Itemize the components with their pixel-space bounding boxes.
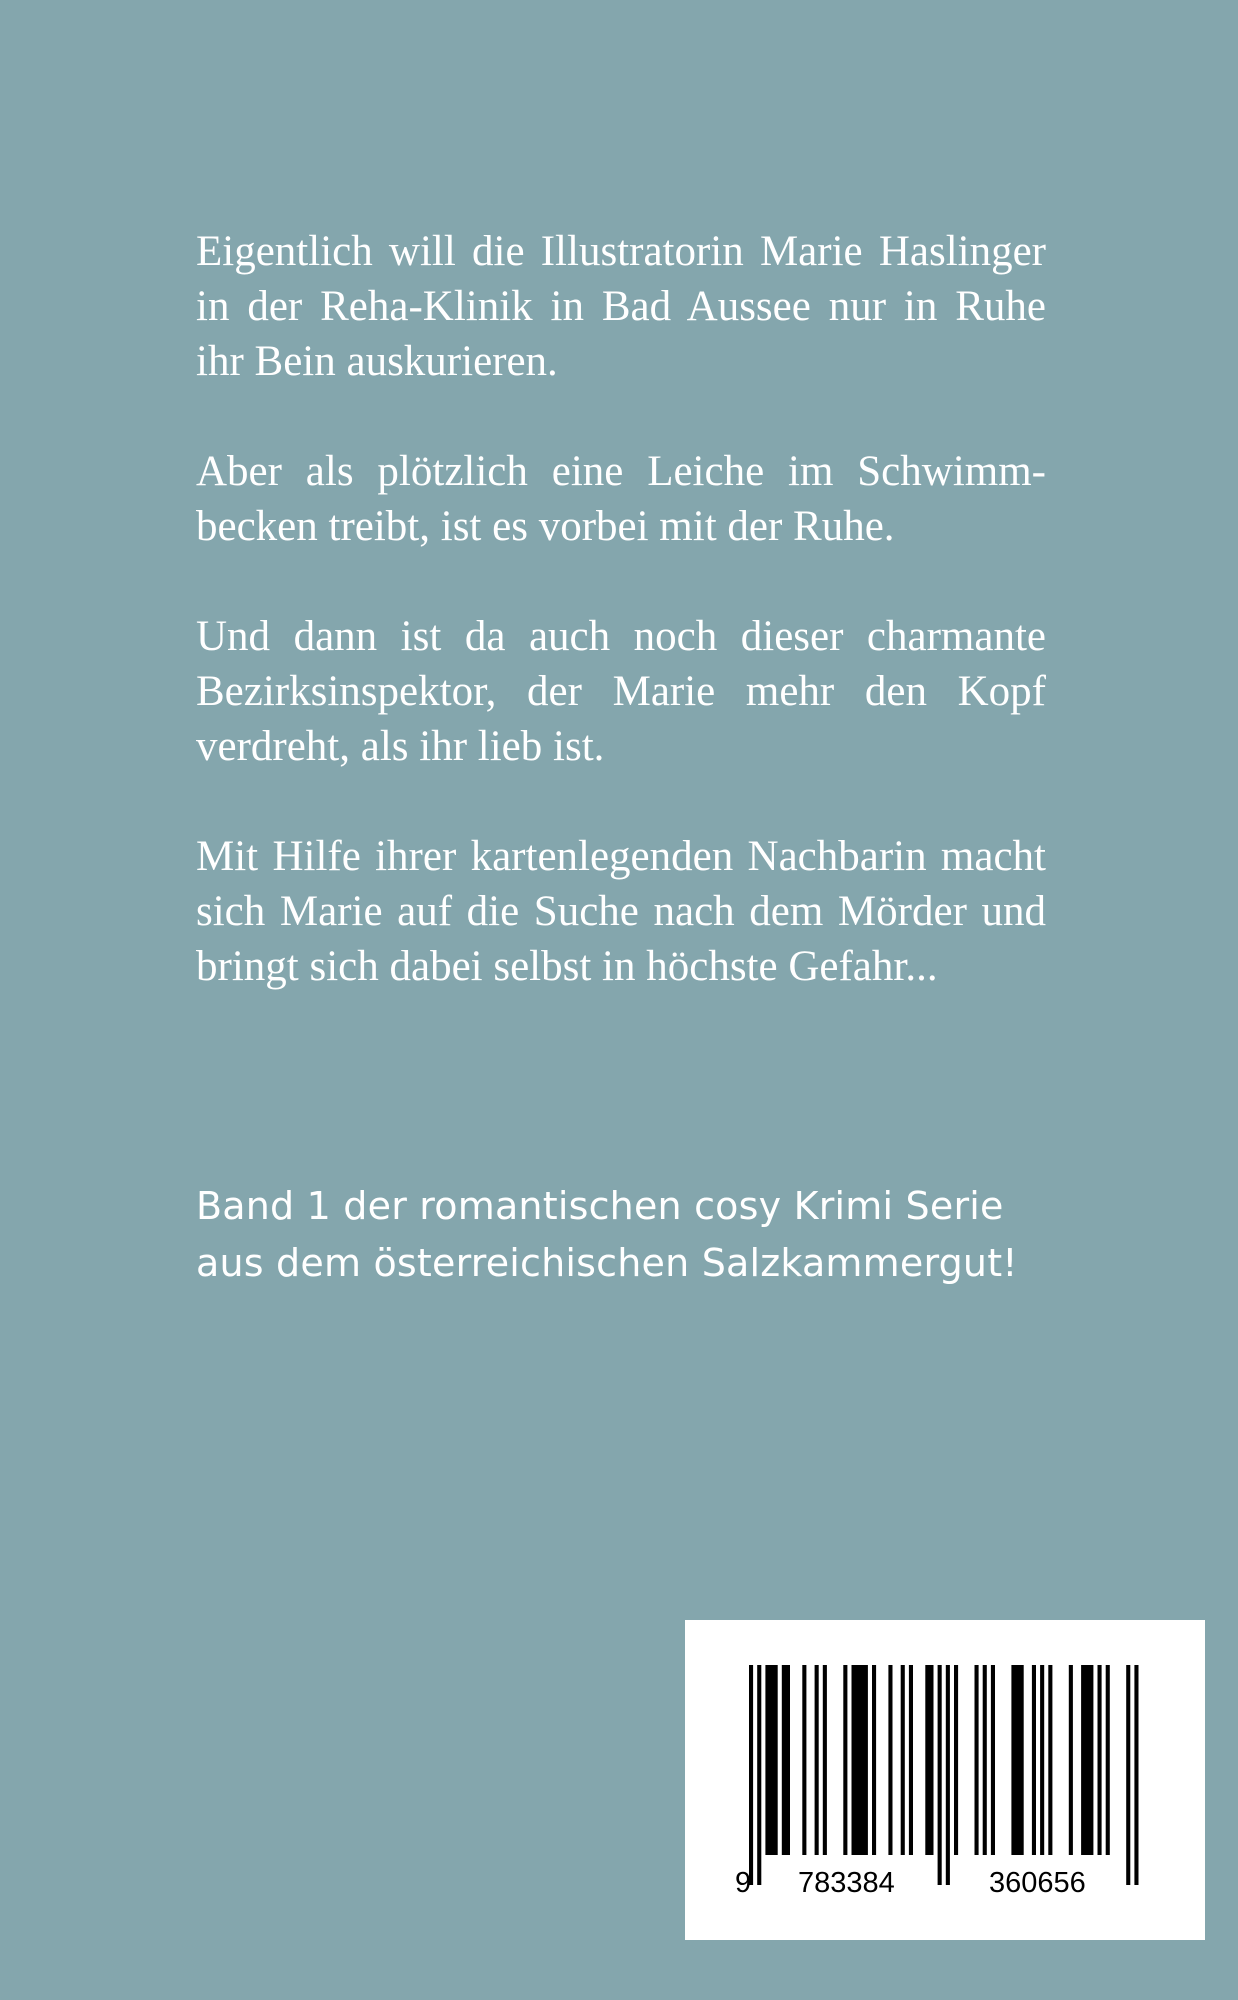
barcode-digits-right: 360656: [989, 1867, 1086, 1899]
blurb-paragraph-3: Und dann ist da auch noch dieser charmante Bezirksinspektor, der Marie mehr den Kopf verdreht, als ihr lieb ist.: [196, 613, 1046, 770]
barcode-bar: [1106, 1665, 1110, 1855]
barcode-bar: [843, 1665, 847, 1855]
barcode-bar: [975, 1665, 979, 1855]
barcode-guard-bar: [757, 1665, 761, 1885]
blurb-paragraph-2: Aber als plötzlich eine Leiche im Schwimmbecken treibt, ist es vorbei mit der Ruhe.: [196, 448, 1046, 550]
barcode-guard-bar: [1126, 1665, 1130, 1885]
barcode-bar: [1011, 1665, 1023, 1855]
barcode-bar: [1081, 1665, 1093, 1855]
barcode-digits-left: 783384: [798, 1867, 895, 1899]
barcode-guard-bar: [749, 1665, 753, 1885]
barcode-bar: [1098, 1665, 1102, 1855]
tagline-line-1: Band 1 der romantischen cosy Krimi Serie: [196, 1184, 1004, 1228]
barcode-bar: [823, 1665, 827, 1855]
barcode-bar: [852, 1665, 868, 1855]
barcode-bar: [1032, 1665, 1036, 1855]
barcode-graphic: [685, 1620, 1205, 1940]
barcode-bar: [815, 1665, 819, 1855]
barcode-guard-bar: [938, 1665, 942, 1885]
series-tagline: [196, 1178, 1096, 1292]
blurb-paragraph-4: Mit Hilfe ihrer kartenlegenden Nachbarin macht sich Marie auf die Suche nach dem Mörder und bringt sich dabei selbst in höchste Gefahr...: [196, 833, 1046, 990]
barcode-bar: [888, 1665, 892, 1855]
tagline-line-2: aus dem österreichischen Salzkammergut!: [196, 1241, 1018, 1285]
isbn-barcode: [685, 1620, 1205, 1940]
back-cover-blurb: [196, 224, 1046, 1049]
barcode-bar: [782, 1665, 790, 1855]
barcode-bar: [1069, 1665, 1073, 1855]
barcode-guard-bar: [946, 1665, 950, 1885]
barcode-bar: [901, 1665, 905, 1855]
barcode-bar: [802, 1665, 806, 1855]
barcode-bar: [765, 1665, 777, 1855]
barcode-bar: [872, 1665, 876, 1855]
blurb-paragraph-1: Eigentlich will die Illustratorin Marie Haslinger in der Reha-Klinik in Bad Aussee nur in Ruhe ihr Bein auskurieren.: [196, 228, 1046, 385]
barcode-bar: [925, 1665, 933, 1855]
barcode-bar: [1040, 1665, 1044, 1855]
barcode-bar: [954, 1665, 958, 1855]
barcode-digit-first: 9: [735, 1867, 752, 1899]
barcode-bar: [1048, 1665, 1052, 1855]
barcode-guard-bar: [1134, 1665, 1138, 1885]
barcode-bar: [991, 1665, 995, 1855]
barcode-bar: [909, 1665, 913, 1855]
barcode-bar: [983, 1665, 987, 1855]
